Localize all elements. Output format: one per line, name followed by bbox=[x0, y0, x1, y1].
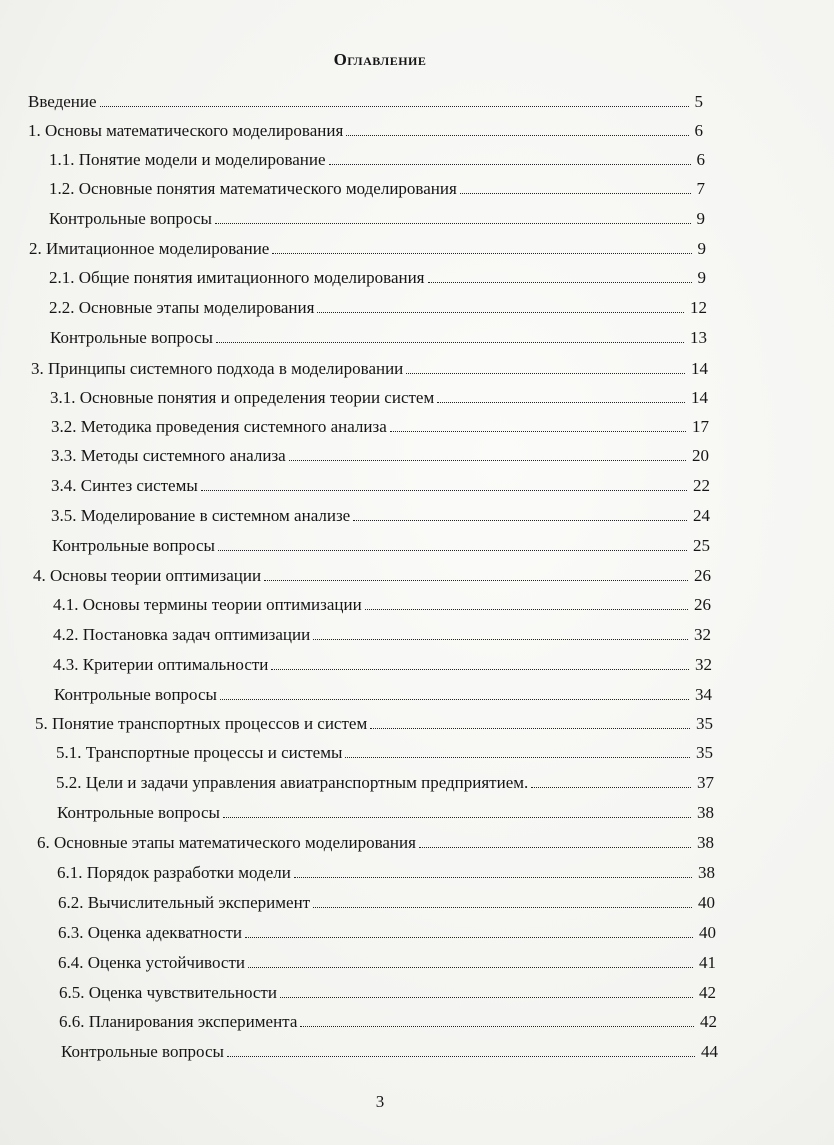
toc-entry-page: 35 bbox=[696, 743, 713, 762]
toc-entry bbox=[49, 207, 705, 231]
toc-entry-page: 7 bbox=[696, 179, 705, 198]
toc-leader bbox=[248, 967, 693, 968]
toc-leader bbox=[346, 135, 688, 136]
toc-leader bbox=[294, 877, 692, 878]
toc-entry bbox=[57, 861, 715, 885]
toc-leader bbox=[271, 669, 689, 670]
toc-entry-label: 5.2. Цели и задачи управления авиатранспортным предприятием. bbox=[56, 773, 529, 792]
toc-entry-page: 40 bbox=[698, 893, 715, 912]
toc-entry-page: 9 bbox=[696, 209, 705, 228]
toc-leader bbox=[227, 1056, 695, 1057]
toc-entry-label: 3.3. Методы системного анализа bbox=[51, 446, 286, 465]
toc-leader bbox=[437, 402, 685, 403]
toc-entry-label: 1. Основы математического моделирования bbox=[28, 121, 344, 140]
toc-entry-page: 42 bbox=[699, 983, 716, 1002]
toc-entry-page: 35 bbox=[696, 714, 713, 733]
toc-entry-page: 42 bbox=[700, 1012, 717, 1031]
toc-entry-page: 40 bbox=[699, 923, 716, 942]
toc-leader bbox=[406, 373, 685, 374]
toc-leader bbox=[390, 431, 686, 432]
toc-leader bbox=[300, 1026, 694, 1027]
toc-leader bbox=[428, 282, 692, 283]
toc-entry-label: 6.4. Оценка устойчивости bbox=[58, 953, 245, 972]
toc-entry-label: Введение bbox=[28, 92, 97, 111]
toc-entry-page: 14 bbox=[691, 388, 708, 407]
toc-leader bbox=[317, 312, 684, 313]
toc-entry bbox=[53, 593, 711, 617]
toc-entry-page: 14 bbox=[691, 359, 708, 378]
toc-entry bbox=[51, 474, 710, 498]
toc-entry-page: 22 bbox=[693, 476, 710, 495]
toc-leader bbox=[220, 699, 689, 700]
toc-leader bbox=[353, 520, 687, 521]
toc-entry-label: Контрольные вопросы bbox=[54, 685, 217, 704]
toc-entry-label: 4.1. Основы термины теории оптимизации bbox=[53, 595, 362, 614]
toc-entry bbox=[58, 951, 716, 975]
toc-leader bbox=[313, 639, 688, 640]
toc-entry bbox=[51, 504, 710, 528]
toc-leader bbox=[313, 907, 692, 908]
toc-entry-label: Контрольные вопросы bbox=[57, 803, 220, 822]
toc-leader bbox=[370, 728, 690, 729]
toc-entry-page: 17 bbox=[692, 417, 709, 436]
toc-leader bbox=[201, 490, 687, 491]
toc-leader bbox=[216, 342, 684, 343]
toc-entry-label: 2.2. Основные этапы моделирования bbox=[49, 298, 315, 317]
toc-entry-page: 41 bbox=[699, 953, 716, 972]
toc-entry-page: 20 bbox=[692, 446, 709, 465]
toc-entry bbox=[33, 564, 711, 588]
toc-entry bbox=[59, 981, 716, 1005]
toc-entry bbox=[49, 266, 706, 290]
toc-entry-label: 4. Основы теории оптимизации bbox=[33, 566, 262, 585]
toc-entry bbox=[52, 534, 710, 558]
toc-entry bbox=[49, 177, 705, 201]
toc-entry-page: 9 bbox=[697, 239, 706, 258]
toc-entry-label: 6. Основные этапы математического моделирования bbox=[37, 833, 416, 852]
toc-entry-label: 4.3. Критерии оптимальности bbox=[53, 655, 269, 674]
toc-leader bbox=[215, 223, 691, 224]
toc-entry-page: 13 bbox=[690, 328, 707, 347]
page-title: Оглавление bbox=[333, 50, 427, 69]
toc-leader bbox=[245, 937, 693, 938]
toc-leader bbox=[329, 164, 691, 165]
toc-entry bbox=[56, 741, 713, 765]
toc-entry bbox=[49, 148, 705, 172]
toc-entry-label: 6.1. Порядок разработки модели bbox=[57, 863, 291, 882]
toc-entry bbox=[57, 801, 714, 825]
toc-entry-label: 1.2. Основные понятия математического моделирования bbox=[49, 179, 457, 198]
toc-entry-page: 34 bbox=[695, 685, 712, 704]
toc-entry-label: 4.2. Постановка задач оптимизации bbox=[53, 625, 311, 644]
toc-entry bbox=[28, 119, 703, 143]
toc-leader bbox=[100, 106, 689, 107]
toc-entry-label: 3.4. Синтез системы bbox=[51, 476, 198, 495]
toc-entry-page: 37 bbox=[697, 773, 714, 792]
toc-entry bbox=[53, 623, 711, 647]
toc-entry-label: 6.3. Оценка адекватности bbox=[58, 923, 242, 942]
page-number: 3 bbox=[375, 1092, 385, 1111]
toc-entry-page: 38 bbox=[697, 803, 714, 822]
toc-leader bbox=[218, 550, 687, 551]
toc-leader bbox=[345, 757, 690, 758]
toc-entry-label: 3.1. Основные понятия и определения теории систем bbox=[50, 388, 435, 407]
toc-leader bbox=[460, 193, 691, 194]
toc-entry bbox=[53, 653, 712, 677]
toc-leader bbox=[531, 787, 691, 788]
toc-entry bbox=[50, 326, 707, 350]
toc-entry-label: 3.5. Моделирование в системном анализе bbox=[51, 506, 351, 525]
toc-entry-label: 3. Принципы системного подхода в моделировании bbox=[31, 359, 404, 378]
toc-entry-page: 44 bbox=[701, 1042, 718, 1061]
toc-entry bbox=[28, 90, 703, 114]
toc-entry-label: 5. Понятие транспортных процессов и систем bbox=[35, 714, 368, 733]
toc-entry bbox=[37, 831, 714, 855]
toc-entry-label: 6.5. Оценка чувствительности bbox=[59, 983, 277, 1002]
toc-entry-label: 2. Имитационное моделирование bbox=[29, 239, 270, 258]
toc-entry-page: 9 bbox=[697, 268, 706, 287]
toc-entry-label: 2.1. Общие понятия имитационного моделирования bbox=[49, 268, 425, 287]
toc-entry-page: 26 bbox=[694, 566, 711, 585]
toc-entry bbox=[61, 1040, 718, 1064]
toc-leader bbox=[272, 253, 691, 254]
toc-entry-page: 12 bbox=[690, 298, 707, 317]
toc-entry bbox=[50, 386, 708, 410]
toc-entry-label: Контрольные вопросы bbox=[52, 536, 215, 555]
toc-entry-page: 25 bbox=[693, 536, 710, 555]
toc-entry-label: 6.6. Планирования эксперимента bbox=[59, 1012, 298, 1031]
toc-entry-page: 24 bbox=[693, 506, 710, 525]
toc-entry-page: 6 bbox=[694, 121, 703, 140]
toc-entry-page: 26 bbox=[694, 595, 711, 614]
toc-entry bbox=[29, 237, 706, 261]
toc-entry bbox=[51, 415, 709, 439]
toc-entry bbox=[56, 771, 714, 795]
toc-leader bbox=[289, 460, 686, 461]
toc-entry-label: Контрольные вопросы bbox=[49, 209, 212, 228]
toc-leader bbox=[419, 847, 691, 848]
toc-leader bbox=[280, 997, 693, 998]
toc-entry bbox=[31, 357, 708, 381]
toc-entry-label: 5.1. Транспортные процессы и системы bbox=[56, 743, 343, 762]
toc-entry bbox=[49, 296, 707, 320]
toc-entry-page: 6 bbox=[696, 150, 705, 169]
toc-entry bbox=[58, 891, 715, 915]
toc-leader bbox=[223, 817, 691, 818]
toc-entry-label: Контрольные вопросы bbox=[61, 1042, 224, 1061]
toc-entry bbox=[35, 712, 713, 736]
toc-entry bbox=[58, 921, 716, 945]
toc-entry-page: 38 bbox=[698, 863, 715, 882]
toc-entry-label: 1.1. Понятие модели и моделирование bbox=[49, 150, 326, 169]
toc-entry-label: 3.2. Методика проведения системного анализа bbox=[51, 417, 387, 436]
toc-entry-page: 38 bbox=[697, 833, 714, 852]
toc-entry bbox=[51, 444, 709, 468]
toc-entry-label: 6.2. Вычислительный эксперимент bbox=[58, 893, 311, 912]
toc-entry-label: Контрольные вопросы bbox=[50, 328, 213, 347]
toc-entry bbox=[54, 683, 712, 707]
toc-entry bbox=[59, 1010, 717, 1034]
toc-leader bbox=[264, 580, 688, 581]
toc-entry-page: 32 bbox=[695, 655, 712, 674]
toc-entry-page: 32 bbox=[694, 625, 711, 644]
toc-leader bbox=[365, 609, 688, 610]
toc-entry-page: 5 bbox=[694, 92, 703, 111]
